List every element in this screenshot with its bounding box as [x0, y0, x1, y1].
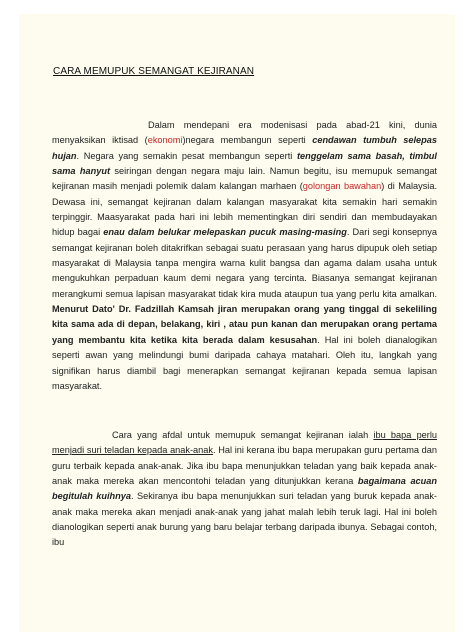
main-idea: ibu bapa perlu menjadi suri teladan kepada anak-anak: [52, 430, 437, 456]
text-run: Dalam mendepani era modenisasi pada abad-21 kini, dunia menyaksikan iktisad (: [52, 120, 437, 146]
text-run: . Negara yang semakin pesat membangun seperti: [76, 150, 297, 161]
highlighted-term: ekonomi: [147, 135, 183, 146]
idiom-phrase: tenggelam sama basah, timbul sama hanyut: [52, 150, 437, 177]
text-run: seiringan dengan negara maju lain. Namun begitu, isu memupuk semangat kejiranan masih menjadi polemik dalam kalangan marhaen (: [52, 166, 437, 192]
quoted-definition: Menurut Dato' Dr. Fadzillah Kamsah jiran merupakan orang yang tinggal di sekeliling kita sama ada di depan, belakang, kiri , atau pun kanan dan merupakan orang pertama yang membantu kita ketika kita berada dalam kesusahan: [52, 304, 437, 345]
idiom-phrase: bagaimana acuan begitulah kuihnya: [52, 476, 437, 502]
highlighted-term: golongan bawahan: [302, 181, 382, 192]
text-run: . Hal ini kerana ibu bapa merupakan guru pertama dan guru terbaik kepada anak-anak. Jika ibu bapa menunjukkan teladan yang baik kepada anak-anak maka mereka akan mencontohi teladan yang ditunjukkan kerana: [52, 445, 437, 487]
text-run: ) di Malaysia. Dewasa ini, semangat kejiranan dalam kalangan masyarakat kita semakin hari semakin terpinggir. Maasyarakat pada hari ini lebih mementingkan diri sendiri dan membudayakan hidup bagai: [52, 181, 438, 238]
text-run: . Dari segi konsepnya semangat kejiranan boleh ditakrifkan sebagai suatu perasaan yang harus dipupuk oleh setiap masyarakat di Malaysia tanpa mengira warna kulit bangsa dan agama dalam usaha untuk mengukuhkan perpaduan kaum demi negara yang tercinta. Biasanya semangat kejiranan merangkumi semua lapisan masyarakat tidak kira muda ataupun tua yang perlu kita amalkan.: [52, 227, 437, 299]
document-title: CARA MEMUPUK SEMANGAT KEJIRANAN: [53, 66, 255, 77]
document-page: [19, 14, 455, 632]
text-run: )negara membangun seperti: [182, 135, 313, 146]
paragraph-point-one: [52, 428, 437, 551]
text-run: . Sekiranya ibu bapa menunjukkan suri teladan yang buruk kepada anak-anak maka mereka akan menjadi anak-anak yang jahat malah lebih teruk lagi. Hal ini boleh dianologikan seperti anak burung yang baru belajar terbang daripada ibunya. Sebagai contoh, ibu: [52, 491, 437, 548]
text-run: Cara yang afdal untuk memupuk semangat kejiranan ialah: [112, 430, 374, 440]
text-run: . Hal ini boleh dianalogikan seperti awan yang melindungi bumi daripada cahaya matahari. Oleh itu, langkah yang signifikan harus diambil bagi menerapkan semangat kejiranan kepada semua lapisan masyarakat.: [52, 334, 437, 391]
paragraph-introduction: [52, 118, 437, 394]
idiom-phrase: enau dalam belukar melepaskan pucuk masing-masing: [103, 227, 347, 238]
idiom-phrase: cendawan tumbuh selepas hujan: [52, 135, 438, 161]
